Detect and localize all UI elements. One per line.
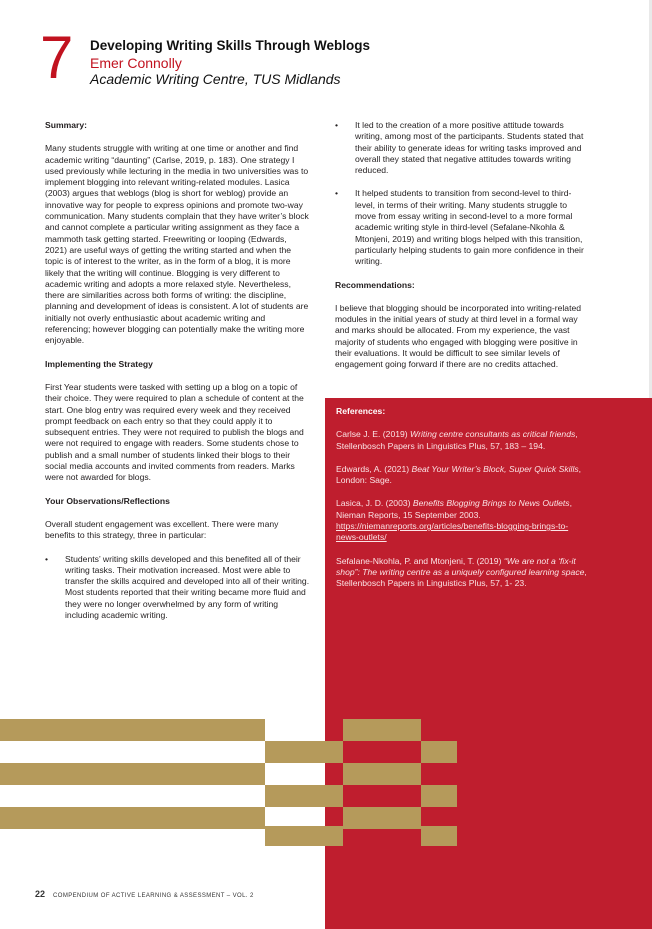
bullet-dot-icon: • [45, 553, 49, 564]
chapter-number: 7 [40, 24, 74, 91]
reference-source: , Nieman Reports, 15 September 2003. [336, 498, 572, 520]
decorative-band [265, 785, 343, 807]
bullet-dot-icon: • [335, 188, 339, 199]
reference-title: “We are not a ‘fix-it shop”: The writing centre as a uniquely configured learning space [336, 555, 585, 577]
decorative-band [343, 719, 421, 741]
reference-authors: Sefalane-Nkohla, P. and Mtonjeni, T. (2019) [336, 555, 504, 566]
summary-paragraph: Many students struggle with writing at one time or another and find academic writing “daunting” (Carlse, 2019, p. 183). One strategy I used previously while lecturing in the media in two universities was to implement blogging into relevant writing-related modules. Lasica (2003) argues that weblogs (blog is short for weblog) provide an innovative way for people to express opinions and promote two-way communication. Many students complain that they have writer’s block and cannot complete a particular writing assignment as they face a mammoth task getting started. Freewriting or looping (Edwards, 2021) are useful ways of getting the writing started and when the topic is of interest to the writer, as in the form of a blog, it is more likely that the writing will continue. Blogging is very different to academic writing and adopts a more relaxed style. Nevertheless, there are similarities across both forms of writing: the discipline, planning and development of ideas is consistent. A lot of students are initially not overly enthusiastic about academic writing and referencing; however blogging can potentially make the writing more enjoyable. [45, 143, 309, 346]
reference-source: , London: Sage. [336, 463, 582, 486]
bullet-item [335, 188, 590, 267]
observations-heading: Your Observations/Reflections [45, 495, 170, 506]
reference-item [336, 498, 591, 543]
reference-source: , Stellenbosch Papers in Linguistics Plus, 57, 1- 23. [336, 566, 587, 589]
decorative-band [421, 785, 457, 807]
decorative-band [0, 719, 265, 741]
bullet-text: It helped students to transition from second-level to third-level, in terms of their writing. Many students struggle to move from essay writing in second-level to a more formal academic writing style in third-level (Sefalane-Nkohla & Mtonjeni, 2019) and writing blogs helped with this transition, particularly helping students to gain more confidence in their writing. [355, 188, 584, 267]
bullet-text: Students’ writing skills developed and this benefited all of their writing tasks. Their motivation increased. Most were able to transfer the skills acquired and developed into all of their writing. Most students reported that their writing became more fluid and they were no longer overwhelmed by any form of writing including academic writing. [65, 553, 310, 620]
bullet-dot-icon: • [335, 120, 339, 130]
footer-text: COMPENDIUM OF ACTIVE LEARNING & ASSESSMENT – VOL. 2 [53, 893, 254, 899]
author-affiliation: Academic Writing Centre, TUS Midlands [90, 71, 341, 87]
decorative-band [343, 807, 421, 829]
reference-authors: Carlse J. E. (2019) [336, 429, 411, 440]
decorative-band [265, 741, 343, 763]
decorative-band [421, 741, 457, 763]
observations-paragraph: Overall student engagement was excellent. There were many benefits to this strategy, three in particular: [45, 518, 279, 541]
bullet-text: It led to the creation of a more positive attitude towards writing, among most of the participants. Students stated that their ability to generate ideas for writing tasks improved and overall they stated that negative attitudes towards writing reduced. [355, 120, 584, 176]
reference-authors: Lasica, J. D. (2003) [336, 498, 413, 509]
reference-title: Benefits Blogging Brings to News Outlets [412, 498, 570, 509]
chapter-title: Developing Writing Skills Through Weblogs [90, 38, 371, 53]
strategy-heading: Implementing the Strategy [45, 358, 153, 369]
reference-source: , Stellenbosch Papers in Linguistics Plus, 57, 183 – 194. [336, 429, 578, 451]
left-column [45, 120, 310, 633]
decorative-band [0, 741, 265, 763]
strategy-paragraph: First Year students were tasked with setting up a blog on a topic of their choice. They were required to plan a schedule of content at the start. One blog entry was required every week and they received prompt feedback on each entry so that they could apply it to subsequent entries. They were not required to publish the blogs and were not required to engage with readers. Some students chose to publish and a small number of students linked their blogs to their social media accounts and invited comments from readers. Marks were not awarded for blogs. [45, 381, 304, 483]
decorative-band [343, 763, 421, 785]
references-heading: References: [336, 406, 386, 416]
reference-item [336, 429, 591, 452]
reference-authors: Edwards, A. (2021) [336, 463, 412, 474]
decorative-band [0, 763, 265, 785]
recommendations-paragraph: I believe that blogging should be incorporated into writing-related modules in the initial years of study at third level in a formal way and marks should be allocated. From my experience, the vast majority of students who engaged with blogging were positive in their evaluations. It would be difficult to see similar levels of engagement going forward if there are no credits attached. [335, 302, 582, 370]
reference-title: Writing centre consultants as critical friends [410, 429, 576, 440]
decorative-band [0, 807, 265, 829]
decorative-band [0, 785, 265, 807]
reference-item [336, 556, 591, 590]
bullet-item [45, 554, 310, 622]
page-footer [35, 889, 254, 899]
recommendations-heading: Recommendations: [335, 279, 415, 290]
page-number: 22 [35, 889, 46, 899]
reference-title: Beat Your Writer’s Block, Super Quick Skills [411, 463, 579, 474]
decorative-band [265, 826, 343, 846]
right-column [335, 120, 590, 383]
decorative-band [421, 826, 457, 846]
reference-link[interactable]: https://niemanreports.org/articles/benefits-blogging-brings-to-news-outlets/ [336, 521, 569, 543]
summary-heading: Summary: [45, 120, 88, 130]
reference-item [336, 464, 591, 487]
bullet-item [335, 120, 590, 176]
author-name: Emer Connolly [90, 55, 182, 71]
references-list [336, 406, 591, 602]
